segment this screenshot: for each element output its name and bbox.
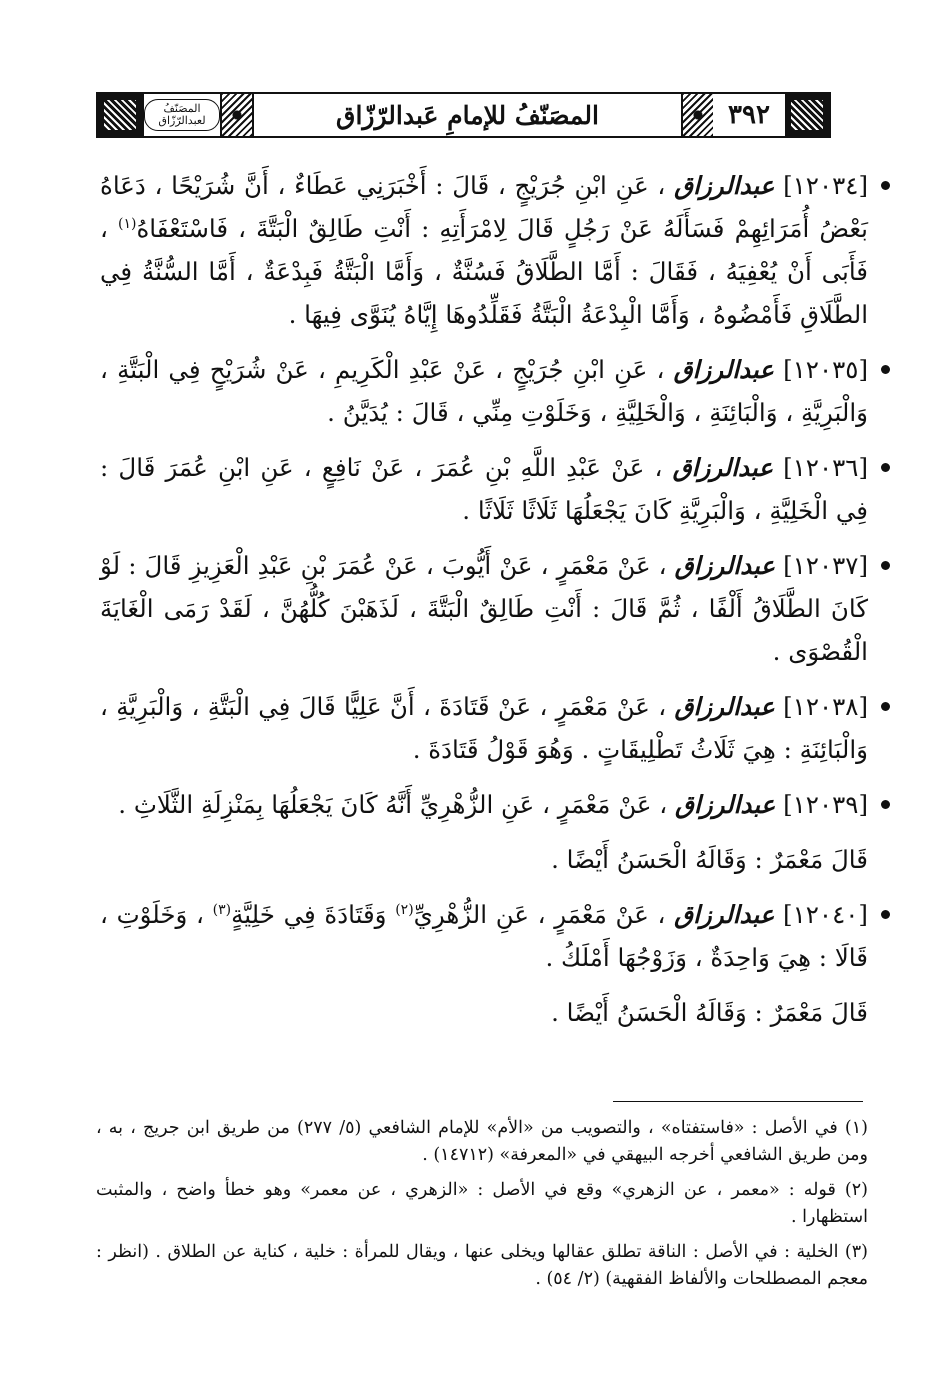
- footnote-ref[interactable]: (١): [118, 215, 137, 232]
- entry-text-cont: ، فَأَبَى أَنْ يُعْفِيَهُ ، فَقَالَ : أَمَّا الطَّلَاقُ فَسُنَّةٌ ، وَأَمَّا الْبَتَّةُ فَبِدْعَةٌ ، أَمَّا السُّنَّةُ فِي الطَّلَاقِ فَأَمْضُوهُ ، وَأَمَّا الْبِدْعَةُ الْبَتَّةُ فَقَلِّدُوهَا إِيَّاهُ يُنَوَّى فِيهَا .: [100, 214, 868, 329]
- entry-author: عبدالرزاق: [672, 453, 773, 482]
- header-ornament-right: [683, 94, 713, 136]
- hadith-entry: [100, 446, 868, 532]
- entry-number: [١٢٠٣٨]: [783, 692, 869, 721]
- bullet-icon: [881, 181, 890, 190]
- entry-text: ، عَنْ مَعْمَرٍ ، عَنِ الزُّهْرِيِّ أَنَّهُ كَانَ يَجْعَلُهَا بِمَنْزِلَةِ الثَّلَاثِ .: [118, 790, 668, 819]
- entry-text: ، عَنْ مَعْمَرٍ ، عَنْ أَيُّوبَ ، عَنْ عُمَرَ بْنِ عَبْدِ الْعَزِيزِ قَالَ : لَوْ كَانَ الطَّلَاقُ أَلْفًا ، ثُمَّ قَالَ : أَنْتِ طَالِقٌ الْبَتَّةَ ، لَذَهَبْنَ كُلُّهُنَّ ، لَقَدْ رَمَى الْغَايَةَ الْقُصْوَى .: [100, 551, 868, 666]
- entry-number: [١٢٠٣٥]: [783, 355, 868, 384]
- entry-author: عبدالرزاق: [674, 551, 775, 580]
- bullet-icon: [881, 702, 890, 711]
- hadith-entry: [100, 893, 868, 979]
- header-medallion: [142, 94, 222, 136]
- bullet-icon: [881, 463, 890, 472]
- hadith-entry: [100, 348, 868, 434]
- footnote-label: (٢): [844, 1180, 868, 1200]
- running-header: [96, 92, 831, 138]
- footnote-label: (١): [844, 1118, 868, 1138]
- entry-number: [١٢٠٣٧]: [783, 551, 868, 580]
- entry-author: عبدالرزاق: [674, 692, 775, 721]
- footnote-separator: [613, 1101, 863, 1102]
- footnote-text: قوله : «معمر ، عن الزهري» وقع في الأصل : «الزهري ، عن معمر» وهو خطأ واضح ، والمثبت استظهارا .: [96, 1180, 868, 1227]
- footnote: [96, 1239, 868, 1293]
- footnotes: [96, 1115, 868, 1301]
- hadith-entry: [100, 164, 868, 336]
- entry-author: عبدالرزاق: [674, 790, 776, 819]
- entry-author: عبدالرزاق: [674, 900, 775, 929]
- hadith-entry: [100, 685, 868, 771]
- entry-text: ، عَنْ عَبْدِ اللَّهِ بْنِ عُمَرَ ، عَنْ نَافِعٍ ، عَنِ ابْنِ عُمَرَ قَالَ : فِي الْخَلِيَّةِ ، وَالْبَرِيَّةِ كَانَ يَجْعَلُهَا ثَلَاثًا ثَلَاثًا .: [100, 453, 868, 525]
- entry-number: [١٢٠٣٩]: [783, 790, 868, 819]
- hadith-entry: [100, 783, 868, 826]
- bullet-icon: [881, 561, 890, 570]
- entry-text-end: ، وَخَلَوْتِ ، قَالَا : هِيَ وَاحِدَةٌ ، وَزَوْجُهَا أَمْلَكُ .: [100, 900, 868, 972]
- header-corner-ornament-right: [785, 94, 829, 136]
- main-text: [100, 164, 868, 1046]
- entry-text-cont: وَقَتَادَةَ فِي خَلِيَّةٍ: [231, 900, 387, 929]
- entry-number: [١٢٠٤٠]: [783, 900, 868, 929]
- entry-text: ، عَنْ مَعْمَرٍ ، عَنْ قَتَادَةَ ، أَنَّ عَلِيًّا قَالَ فِي الْبَتَّةِ ، وَالْبَرِيَّةِ ، وَالْبَائِنَةِ : هِيَ ثَلَاثُ تَطْلِيقَاتٍ . وَهُوَ قَوْلُ قَتَادَةَ .: [100, 692, 868, 764]
- footnote: [96, 1177, 868, 1231]
- bullet-icon: [881, 365, 890, 374]
- footnote-ref[interactable]: (٢): [395, 901, 414, 918]
- entry-note: قَالَ مَعْمَرٌ : وَقَالَهُ الْحَسَنُ أَيْضًا .: [551, 845, 868, 874]
- footnote-label: (٣): [844, 1242, 868, 1262]
- footnote: [96, 1115, 868, 1169]
- header-corner-ornament-left: [98, 94, 142, 136]
- header-title: المصَنّفُ للإمامِ عَبدالرّزّاق: [252, 94, 683, 136]
- footnote-text: في الأصل : «فاستفتاه» ، والتصويب من «الأم» للإمام الشافعي (٥/ ٢٧٧) من طريق ابن جريج ، به ، ومن طريق الشافعي أخرجه البيهقي في «المعرفة» (١٤٧١٢) .: [96, 1118, 868, 1165]
- header-medallion-text: المصَنّفُ لعبدالرّزّاق: [144, 99, 220, 131]
- entry-author: عبدالرزاق: [673, 355, 774, 384]
- footnote-text: الخلية : في الأصل : الناقة تطلق عقالها ويخلى عنها ، ويقال للمرأة : خلية ، كناية عن الطلاق . (انظر : معجم المصطلحات والألفاظ الفقهية) (٢/ ٥٤) .: [96, 1242, 868, 1289]
- hadith-entry: [100, 544, 868, 673]
- footnote-ref[interactable]: (٣): [212, 901, 232, 918]
- header-ornament-left: [222, 94, 252, 136]
- page-number: ٣٩٢: [713, 94, 785, 136]
- entry-text: ، عَنِ ابْنِ جُرَيْجٍ ، عَنْ عَبْدِ الْكَرِيمِ ، عَنْ شُرَيْحٍ فِي الْبَتَّةِ ، وَالْبَرِيَّةِ ، وَالْبَائِنَةِ ، وَالْخَلِيَّةِ ، وَخَلَوْتِ مِنِّي ، قَالَ : يُدَيَّنُ .: [100, 355, 868, 427]
- entry-text: ، عَنِ ابْنِ جُرَيْجٍ ، قَالَ : أَخْبَرَنِي عَطَاءٌ ، أَنَّ شُرَيْحًا ، دَعَاهُ بَعْضُ أُمَرَائِهِمْ فَسَأَلَهُ عَنْ رَجُلٍ قَالَ لِامْرَأَتِهِ : أَنْتِ طَالِقٌ الْبَتَّةَ ، فَاسْتَعْفَاهُ: [100, 171, 868, 243]
- entry-text: ، عَنْ مَعْمَرٍ ، عَنِ الزُّهْرِيِّ: [413, 900, 666, 929]
- entry-note: قَالَ مَعْمَرٌ : وَقَالَهُ الْحَسَنُ أَيْضًا .: [551, 998, 868, 1027]
- entry-number: [١٢٠٣٤]: [783, 171, 868, 200]
- bullet-icon: [881, 910, 890, 919]
- bullet-icon: [881, 800, 890, 809]
- entry-author: عبدالرزاق: [674, 171, 775, 200]
- entry-number: [١٢٠٣٦]: [783, 453, 868, 482]
